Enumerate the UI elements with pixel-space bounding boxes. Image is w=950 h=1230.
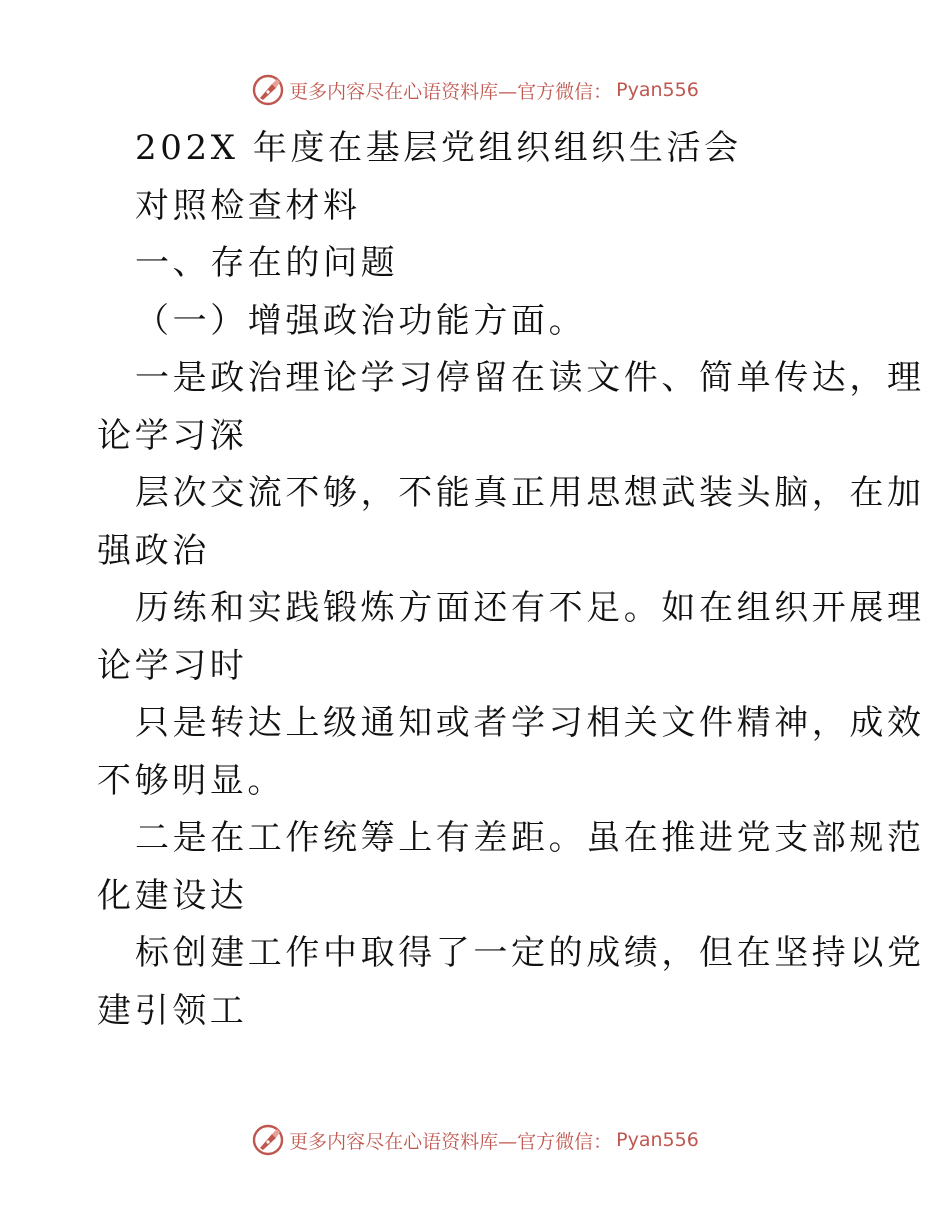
pen-nib-logo-icon (251, 1123, 285, 1157)
banner-text: 更多内容尽在心语资料库—官方微信： (289, 80, 613, 103)
document-body (97, 120, 925, 1040)
document-line: 历练和实践锻炼方面还有不足。如在组织开展理 (135, 588, 925, 628)
document-line: 不够明显。 (97, 760, 285, 801)
banner-wechat-id: Pyan556 (616, 79, 699, 101)
pen-nib-logo-icon (251, 73, 285, 107)
document-line: 标创建工作中取得了一定的成绩，但在坚持以党 (135, 933, 925, 973)
document-line: （一）增强政治功能方面。 (135, 300, 587, 341)
document-line: 一是政治理论学习停留在读文件、简单传达，理 (135, 358, 925, 398)
header-banner (0, 70, 950, 110)
document-line: 只是转达上级通知或者学习相关文件精神，成效 (135, 703, 925, 743)
footer-banner (0, 1120, 950, 1160)
document-line: 202X 年度在基层党组织组织生活会 (135, 128, 742, 168)
document-line: 对照检查材料 (135, 185, 361, 226)
document-line: 一、存在的问题 (135, 243, 399, 283)
document-line: 二是在工作统筹上有差距。虽在推进党支部规范 (135, 818, 925, 858)
document-line: 化建设达 (97, 875, 248, 916)
document-line: 强政治 (97, 530, 210, 571)
document-line: 层次交流不够，不能真正用思想武装头脑，在加 (135, 473, 925, 513)
document-line: 论学习深 (97, 415, 248, 456)
banner-text: 更多内容尽在心语资料库—官方微信： (289, 1130, 613, 1153)
banner-wechat-id: Pyan556 (616, 1129, 699, 1151)
document-line: 论学习时 (97, 645, 248, 686)
document-line: 建引领工 (97, 990, 248, 1031)
